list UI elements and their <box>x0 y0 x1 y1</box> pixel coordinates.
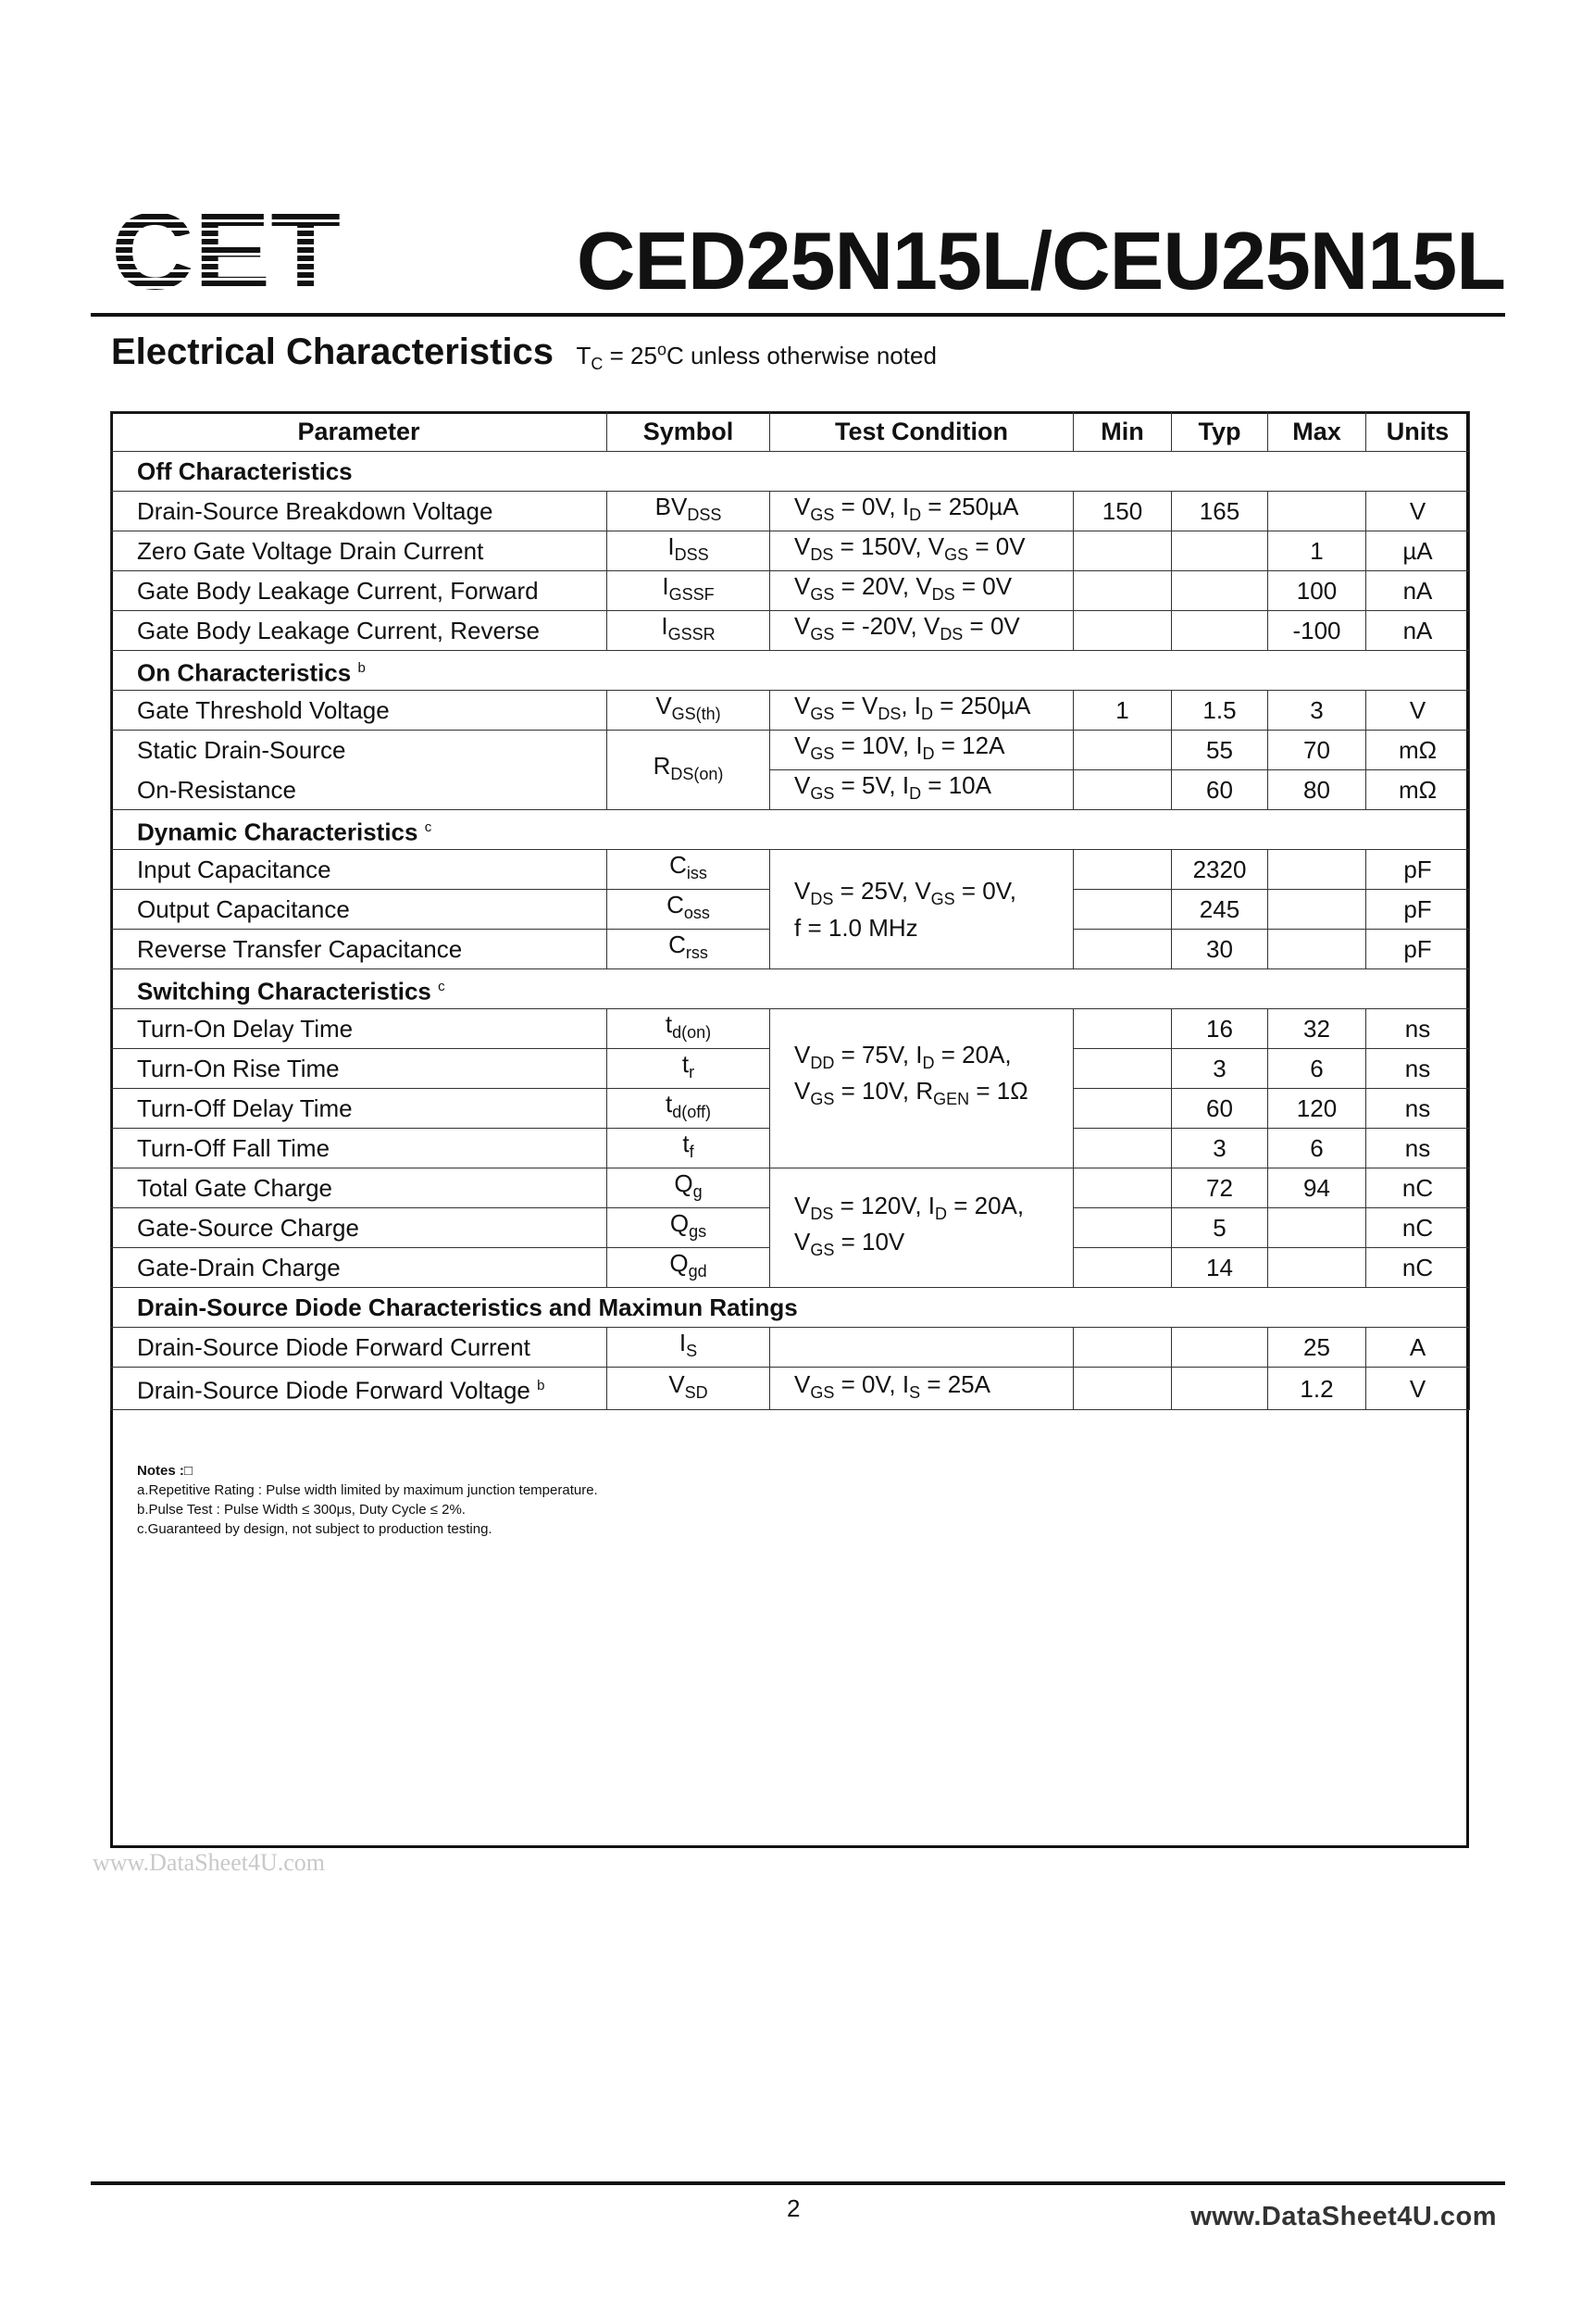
t: = 20A, <box>934 1041 1012 1068</box>
typ-cell: 5 <box>1172 1208 1268 1248</box>
condition-cell-merged <box>770 850 1074 969</box>
t: = 12A <box>934 731 1005 760</box>
notes-block <box>137 1461 598 1539</box>
min-cell <box>1074 1248 1172 1288</box>
max-cell <box>1268 1208 1366 1248</box>
condition-cell-merged <box>770 1168 1074 1288</box>
max-cell: 80 <box>1268 770 1366 810</box>
symbol-cell <box>607 691 770 731</box>
units-cell: V <box>1366 691 1470 731</box>
typ-cell: 55 <box>1172 731 1268 770</box>
t: = 1Ω <box>969 1077 1028 1106</box>
param-cell: Turn-On Delay Time <box>111 1009 607 1049</box>
min-cell <box>1074 890 1172 930</box>
t: , I <box>901 692 922 720</box>
condition-cell <box>770 691 1074 731</box>
param-cell: On-Resistance <box>111 770 607 810</box>
symbol-cell <box>607 531 770 571</box>
t: V <box>794 532 811 561</box>
units-cell: V <box>1366 1368 1470 1410</box>
section-row <box>111 651 1470 691</box>
s: GS <box>930 890 955 909</box>
table-row <box>111 611 1470 651</box>
table-row <box>111 1368 1470 1410</box>
symbol-cell <box>607 930 770 969</box>
max-cell: 120 <box>1268 1089 1366 1129</box>
min-cell <box>1074 531 1172 571</box>
units-cell: ns <box>1366 1049 1470 1089</box>
s: D <box>935 1205 947 1223</box>
condition-cell <box>770 571 1074 611</box>
sym-sub: d(on) <box>672 1023 712 1043</box>
col-symbol: Symbol <box>607 412 770 452</box>
col-units: Units <box>1366 412 1470 452</box>
section-row <box>111 1288 1470 1328</box>
min-cell <box>1074 770 1172 810</box>
cond-degree: o <box>656 340 666 359</box>
note-a: a.Repetitive Rating : Pulse width limited by maximum junction temperature. <box>137 1482 598 1498</box>
param-cell: Input Capacitance <box>111 850 607 890</box>
table-row <box>111 1328 1470 1368</box>
t: = 10A <box>921 771 991 800</box>
units-cell: ns <box>1366 1129 1470 1168</box>
sym: V <box>668 1369 685 1398</box>
col-max: Max <box>1268 412 1366 452</box>
table-row <box>111 531 1470 571</box>
min-cell <box>1074 611 1172 651</box>
note-ref: b <box>537 1378 545 1394</box>
s: GS <box>810 744 835 764</box>
s: D <box>909 506 922 525</box>
sym-sub: S <box>686 1342 698 1361</box>
typ-cell: 1.5 <box>1172 691 1268 731</box>
table-row <box>111 571 1470 611</box>
max-cell: -100 <box>1268 611 1366 651</box>
s: DS <box>810 545 834 565</box>
page-number: 2 <box>787 2194 801 2222</box>
symbol-cell <box>607 571 770 611</box>
units-cell: nC <box>1366 1168 1470 1208</box>
min-cell <box>1074 1168 1172 1208</box>
param-cell: Zero Gate Voltage Drain Current <box>111 531 607 571</box>
typ-cell: 60 <box>1172 770 1268 810</box>
footer-rule <box>91 2181 1505 2185</box>
symbol-cell <box>607 1328 770 1368</box>
t: V <box>794 1191 811 1219</box>
max-cell <box>1268 850 1366 890</box>
col-min: Min <box>1074 412 1172 452</box>
sym-sub: r <box>689 1063 695 1082</box>
param-cell: Gate Body Leakage Current, Reverse <box>111 611 607 651</box>
section-heading: Electrical Characteristics <box>111 331 554 372</box>
units-cell: ns <box>1366 1089 1470 1129</box>
sym: I <box>661 612 668 641</box>
units-cell: nC <box>1366 1208 1470 1248</box>
t: = 5V, I <box>834 771 910 800</box>
t: = 25V, V <box>833 877 931 906</box>
units-cell: pF <box>1366 850 1470 890</box>
s: DS <box>940 625 964 644</box>
t: = V <box>834 692 878 720</box>
max-cell: 100 <box>1268 571 1366 611</box>
param-cell: Total Gate Charge <box>111 1168 607 1208</box>
max-cell <box>1268 890 1366 930</box>
param-cell: Drain-Source Breakdown Voltage <box>111 492 607 531</box>
symbol-cell <box>607 1168 770 1208</box>
symbol-cell <box>607 492 770 531</box>
sym: R <box>653 751 671 780</box>
t: = 0V, <box>954 877 1016 906</box>
sym: t <box>666 1090 673 1118</box>
s: GS <box>944 545 969 565</box>
sym-sub: GS(th) <box>671 705 721 724</box>
max-cell <box>1268 930 1366 969</box>
min-cell <box>1074 571 1172 611</box>
max-cell <box>1268 492 1366 531</box>
s: GS <box>810 784 835 804</box>
t: V <box>794 771 811 800</box>
cond-t: T <box>576 342 592 369</box>
condition-cell <box>770 492 1074 531</box>
symbol-cell <box>607 731 770 810</box>
max-cell: 70 <box>1268 731 1366 770</box>
header-rule <box>91 313 1505 317</box>
sym-sub: gd <box>688 1262 707 1281</box>
t: = 120V, I <box>833 1191 935 1219</box>
sym: t <box>682 1130 690 1158</box>
units-cell: nC <box>1366 1248 1470 1288</box>
min-cell <box>1074 1368 1172 1410</box>
section-off: Off Characteristics <box>111 452 1470 492</box>
sym: Q <box>669 1249 689 1278</box>
t: V <box>794 1369 811 1398</box>
t: V <box>794 572 811 601</box>
t: V <box>794 493 811 521</box>
notes-title: Notes :□ <box>137 1463 193 1479</box>
table-row <box>111 1009 1470 1049</box>
units-cell: µA <box>1366 531 1470 571</box>
symbol-cell <box>607 1368 770 1410</box>
col-test-condition: Test Condition <box>770 412 1074 452</box>
typ-cell <box>1172 531 1268 571</box>
t: = 0V, I <box>834 1369 910 1398</box>
s: DS <box>810 1205 834 1223</box>
cond-line <box>794 877 1073 913</box>
sym-sub: g <box>692 1182 703 1202</box>
note-ref: c <box>438 978 445 994</box>
param-cell: Reverse Transfer Capacitance <box>111 930 607 969</box>
table-row <box>111 492 1470 531</box>
s: GS <box>810 625 835 644</box>
t: = 0V, I <box>834 493 910 521</box>
units-cell: nA <box>1366 571 1470 611</box>
sym: C <box>666 891 684 919</box>
sym-sub: DSS <box>687 506 722 525</box>
cond-line <box>794 1228 1073 1264</box>
sym-sub: DSS <box>674 545 709 565</box>
min-cell <box>1074 1129 1172 1168</box>
sym-sub: DS(on) <box>670 765 724 784</box>
page-title: CED25N15L/CEU25N15L <box>576 215 1505 306</box>
section-diode: Drain-Source Diode Characteristics and Maximun Ratings <box>111 1288 1470 1328</box>
max-cell: 94 <box>1268 1168 1366 1208</box>
param-cell: Turn-Off Delay Time <box>111 1089 607 1129</box>
symbol-cell <box>607 1248 770 1288</box>
t: = 0V <box>968 532 1026 561</box>
s: GS <box>810 705 835 724</box>
param-cell: Turn-On Rise Time <box>111 1049 607 1089</box>
typ-cell <box>1172 611 1268 651</box>
t: = 250µA <box>933 692 1031 720</box>
min-cell <box>1074 1208 1172 1248</box>
min-cell <box>1074 1009 1172 1049</box>
typ-cell <box>1172 571 1268 611</box>
t: = 25A <box>920 1369 990 1398</box>
min-cell <box>1074 731 1172 770</box>
sym-sub: gs <box>689 1222 707 1242</box>
heading-condition <box>576 340 937 374</box>
t: V <box>794 612 811 641</box>
symbol-cell <box>607 611 770 651</box>
s: GS <box>810 1090 835 1109</box>
sym: I <box>679 1329 687 1357</box>
typ-cell <box>1172 1368 1268 1410</box>
table-header-row <box>111 412 1470 452</box>
param-cell: Turn-Off Fall Time <box>111 1129 607 1168</box>
min-cell: 150 <box>1074 492 1172 531</box>
cond-line <box>794 1192 1073 1228</box>
symbol-cell <box>607 850 770 890</box>
t: = 20V, V <box>834 572 932 601</box>
cond-rest: C unless otherwise noted <box>666 342 937 369</box>
sym: Q <box>669 1209 690 1238</box>
cond-eq: = 25 <box>603 342 657 369</box>
units-cell: pF <box>1366 890 1470 930</box>
section-on <box>111 651 1470 691</box>
s: DD <box>810 1054 835 1073</box>
table-row <box>111 850 1470 890</box>
cond-line: f = 1.0 MHz <box>794 913 918 942</box>
condition-cell-merged <box>770 1009 1074 1168</box>
sym: Q <box>674 1169 693 1198</box>
sym-sub: d(off) <box>672 1103 711 1122</box>
sym: V <box>655 692 672 720</box>
t: = -20V, V <box>834 612 940 641</box>
condition-cell <box>770 531 1074 571</box>
units-cell: V <box>1366 492 1470 531</box>
symbol-cell <box>607 1009 770 1049</box>
sym-sub: iss <box>686 864 707 883</box>
condition-cell <box>770 770 1074 810</box>
cond-line <box>794 1041 1073 1077</box>
max-cell: 1.2 <box>1268 1368 1366 1410</box>
max-cell: 3 <box>1268 691 1366 731</box>
cond-sub: C <box>591 355 604 374</box>
s: D <box>922 744 935 764</box>
t: = 250µA <box>921 493 1019 521</box>
symbol-cell <box>607 1129 770 1168</box>
t: = 20A, <box>947 1191 1025 1219</box>
s: GEN <box>933 1090 970 1109</box>
cond-line <box>794 1077 1073 1113</box>
sym-sub: f <box>689 1143 694 1162</box>
sym: C <box>668 931 686 959</box>
param-cell: Static Drain-Source <box>111 731 607 770</box>
t: = 10V, R <box>834 1077 934 1106</box>
sym-sub: rss <box>685 943 708 963</box>
sym-sub: oss <box>683 904 710 923</box>
s: GS <box>810 585 835 605</box>
condition-cell <box>770 731 1074 770</box>
param-text: Drain-Source Diode Forward Voltage <box>137 1376 530 1405</box>
typ-cell: 165 <box>1172 492 1268 531</box>
t: = 0V <box>963 612 1020 641</box>
sym: I <box>662 572 669 601</box>
sym-sub: GSSF <box>668 585 715 605</box>
electrical-characteristics-table <box>110 411 1470 1410</box>
sym: t <box>665 1010 673 1039</box>
sym: t <box>681 1050 690 1079</box>
table-row <box>111 1168 1470 1208</box>
typ-cell: 30 <box>1172 930 1268 969</box>
cet-logo <box>111 206 342 294</box>
note-c: c.Guaranteed by design, not subject to production testing. <box>137 1521 492 1537</box>
typ-cell: 3 <box>1172 1129 1268 1168</box>
t: = 75V, I <box>834 1041 923 1068</box>
t: V <box>794 1077 811 1106</box>
symbol-cell <box>607 1089 770 1129</box>
typ-cell <box>1172 1328 1268 1368</box>
typ-cell: 14 <box>1172 1248 1268 1288</box>
max-cell: 6 <box>1268 1049 1366 1089</box>
max-cell: 1 <box>1268 531 1366 571</box>
table-row <box>111 770 1470 810</box>
min-cell <box>1074 1328 1172 1368</box>
section-switching-label: Switching Characteristics <box>137 977 431 1006</box>
s: DS <box>810 890 834 909</box>
min-cell <box>1074 930 1172 969</box>
typ-cell: 3 <box>1172 1049 1268 1089</box>
t: V <box>794 877 811 906</box>
col-typ: Typ <box>1172 412 1268 452</box>
param-cell: Gate Body Leakage Current, Forward <box>111 571 607 611</box>
units-cell: ns <box>1366 1009 1470 1049</box>
section-heading-row <box>111 331 937 374</box>
max-cell: 32 <box>1268 1009 1366 1049</box>
param-cell: Gate-Source Charge <box>111 1208 607 1248</box>
s: GS <box>810 506 835 525</box>
symbol-cell <box>607 1049 770 1089</box>
typ-cell: 72 <box>1172 1168 1268 1208</box>
t: = 10V, I <box>834 731 923 760</box>
section-dynamic <box>111 810 1470 850</box>
param-cell: Gate-Drain Charge <box>111 1248 607 1288</box>
t: = 0V <box>954 572 1013 601</box>
units-cell: mΩ <box>1366 770 1470 810</box>
t: V <box>794 1041 811 1068</box>
s: D <box>922 1054 935 1073</box>
max-cell: 25 <box>1268 1328 1366 1368</box>
typ-cell: 60 <box>1172 1089 1268 1129</box>
note-b: b.Pulse Test : Pulse Width ≤ 300μs, Duty Cycle ≤ 2%. <box>137 1502 466 1518</box>
param-cell <box>111 1368 607 1410</box>
t: V <box>794 692 811 720</box>
table-row <box>111 731 1470 770</box>
note-ref: b <box>357 659 366 676</box>
section-row <box>111 452 1470 492</box>
s: GS <box>810 1241 835 1260</box>
section-switching <box>111 969 1470 1009</box>
section-row <box>111 810 1470 850</box>
t: V <box>794 1228 811 1256</box>
condition-cell <box>770 1368 1074 1410</box>
s: S <box>909 1383 921 1403</box>
param-cell: Drain-Source Diode Forward Current <box>111 1328 607 1368</box>
sym: I <box>667 532 675 561</box>
t: = 10V <box>834 1228 905 1256</box>
min-cell <box>1074 1049 1172 1089</box>
s: D <box>909 784 922 804</box>
typ-cell: 16 <box>1172 1009 1268 1049</box>
max-cell <box>1268 1248 1366 1288</box>
symbol-cell <box>607 1208 770 1248</box>
max-cell: 6 <box>1268 1129 1366 1168</box>
watermark-bottom: www.DataSheet4U.com <box>1190 2202 1497 2231</box>
min-cell <box>1074 850 1172 890</box>
section-row <box>111 969 1470 1009</box>
param-cell: Output Capacitance <box>111 890 607 930</box>
condition-cell <box>770 611 1074 651</box>
watermark-top: www.DataSheet4U.com <box>93 1849 326 1876</box>
sym-sub: GSSR <box>667 625 716 644</box>
s: GS <box>810 1383 835 1403</box>
symbol-cell <box>607 890 770 930</box>
min-cell: 1 <box>1074 691 1172 731</box>
units-cell: pF <box>1366 930 1470 969</box>
section-dynamic-label: Dynamic Characteristics <box>137 818 418 846</box>
min-cell <box>1074 1089 1172 1129</box>
typ-cell: 245 <box>1172 890 1268 930</box>
section-on-label: On Characteristics <box>137 658 352 687</box>
param-cell: Gate Threshold Voltage <box>111 691 607 731</box>
table-row <box>111 691 1470 731</box>
t: = 150V, V <box>833 532 945 561</box>
units-cell: A <box>1366 1328 1470 1368</box>
s: D <box>921 705 934 724</box>
col-parameter: Parameter <box>111 412 607 452</box>
note-ref: c <box>424 818 432 835</box>
units-cell: mΩ <box>1366 731 1470 770</box>
sym: C <box>669 851 687 880</box>
sym-sub: SD <box>684 1383 708 1403</box>
s: DS <box>878 705 902 724</box>
s: DS <box>931 585 955 605</box>
condition-cell <box>770 1328 1074 1368</box>
typ-cell: 2320 <box>1172 850 1268 890</box>
sym: BV <box>654 493 688 521</box>
units-cell: nA <box>1366 611 1470 651</box>
t: V <box>794 731 811 760</box>
logo-text: CET <box>111 206 341 294</box>
